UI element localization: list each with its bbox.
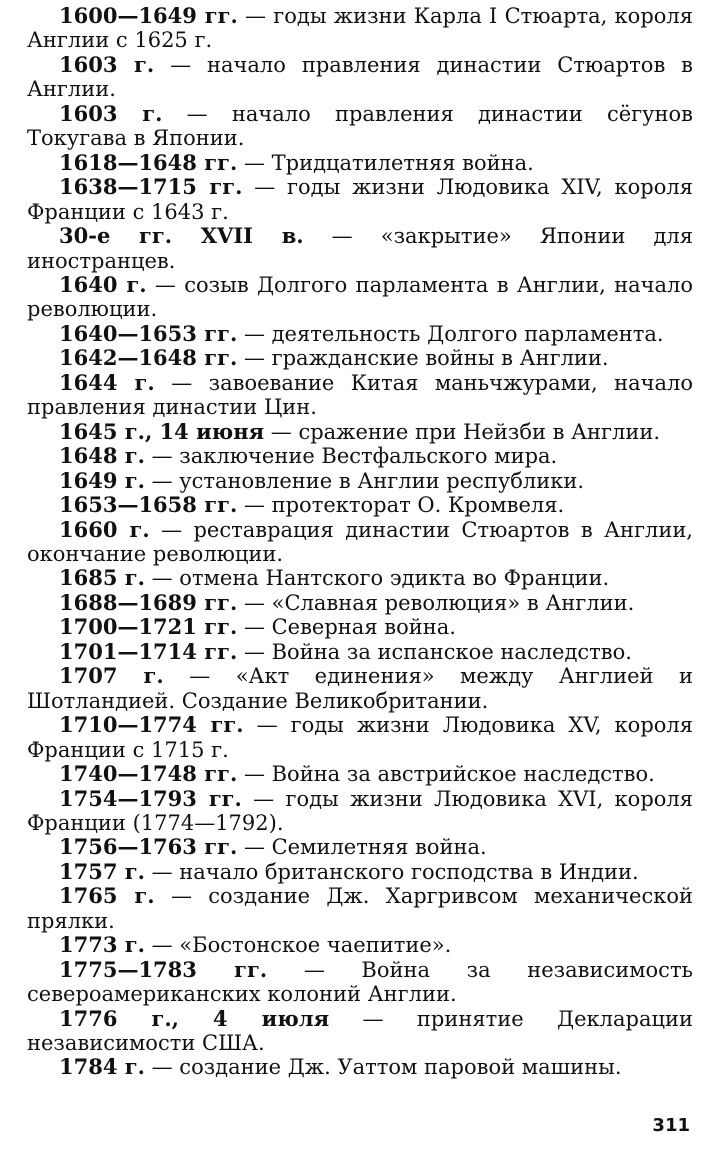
- entry-date: 1784 г.: [59, 1054, 145, 1080]
- entry-date: 1653—1658 гг.: [59, 492, 238, 518]
- entry-date: 1660 г.: [59, 516, 150, 542]
- entry-text: — создание Дж. Харгривсом механической прялки.: [27, 884, 693, 933]
- entry-date: 1600—1649 гг.: [59, 3, 238, 28]
- entry-date: 1618—1648 гг.: [59, 149, 238, 175]
- entry-1645: [27, 420, 693, 444]
- entry-date: 1775—1783 гг.: [59, 956, 268, 982]
- entry-text: — созыв Долгого парламента в Англии, начало революции.: [27, 272, 693, 322]
- entry-text: — Северная война.: [237, 615, 456, 640]
- entry-text: — завоевание Китая маньчжурами, начало правления династии Цин.: [27, 370, 693, 420]
- entry-1773: [27, 933, 693, 957]
- entry-1775: [27, 958, 693, 1007]
- entry-text: — сражение при Нейзби в Англии.: [264, 419, 661, 444]
- entry-1642: [27, 346, 693, 370]
- entry-1603-tokugawa: [27, 102, 693, 151]
- entry-text: — деятельность Долгого парламента.: [237, 321, 664, 346]
- entry-text: — годы жизни Людовика XV, короля Франции с 1715 г.: [27, 713, 693, 762]
- entry-date: 1740—1748 гг.: [59, 761, 238, 787]
- chronology-list: [27, 4, 693, 1080]
- entry-1700: [27, 615, 693, 639]
- entry-1618: [27, 151, 693, 175]
- entry-1776: [27, 1007, 693, 1056]
- entry-1630s: [27, 224, 693, 273]
- entry-text: — Война за независимость североамериканских колоний Англии.: [27, 957, 693, 1007]
- entry-1765: [27, 884, 693, 933]
- entry-1710: [27, 713, 693, 762]
- entry-1644: [27, 371, 693, 420]
- entry-date: 1642—1648 гг.: [59, 345, 238, 371]
- entry-1754: [27, 787, 693, 836]
- entry-text: — «Бостонское чаепитие».: [144, 933, 452, 958]
- entry-date: 1638—1715 гг.: [59, 174, 243, 200]
- entry-1688: [27, 591, 693, 615]
- entry-1648: [27, 444, 693, 468]
- entry-text: — установление в Англии республики.: [144, 468, 585, 493]
- entry-1740: [27, 762, 693, 786]
- entry-date: 1640 г.: [59, 271, 147, 297]
- entry-text: — Тридцатилетняя война.: [237, 150, 534, 175]
- entry-text: — Семилетняя война.: [237, 835, 487, 860]
- entry-text: — принятие Декларации независимости США.: [27, 1006, 693, 1056]
- entry-date: 1757 г.: [59, 858, 145, 884]
- entry-1640-1653: [27, 322, 693, 346]
- entry-date: 1776 г., 4 июля: [59, 1005, 330, 1031]
- entry-date: 1701—1714 гг.: [59, 638, 238, 664]
- page-number: 311: [652, 1115, 690, 1136]
- entry-1649: [27, 469, 693, 493]
- entry-text: — гражданские войны в Англии.: [237, 346, 609, 371]
- entry-1653: [27, 493, 693, 517]
- entry-1685: [27, 566, 693, 590]
- entry-text: — реставрация династии Стюартов в Англии, окончание революции.: [27, 517, 693, 566]
- entry-text: — заключение Вестфальского мира.: [144, 444, 558, 469]
- entry-text: — годы жизни Людовика XVI, короля Франции (1774—1792).: [27, 786, 693, 835]
- entry-date: 1700—1721 гг.: [59, 614, 238, 640]
- entry-date: 1644 г.: [59, 369, 155, 395]
- entry-text: — годы жизни Карла I Стюарта, короля Англии с 1625 г.: [27, 4, 693, 53]
- entry-1600: [27, 4, 693, 53]
- entry-date: 1685 г.: [59, 565, 145, 591]
- entry-text: — «Акт единения» между Англией и Шотландией. Создание Великобритании.: [27, 664, 693, 713]
- entry-date: 1640—1653 гг.: [59, 320, 238, 346]
- entry-text: — отмена Нантского эдикта во Франции.: [144, 566, 610, 591]
- entry-text: — начало правления династии сёгунов Токугава в Японии.: [27, 101, 693, 151]
- entry-date: 1688—1689 гг.: [59, 589, 238, 615]
- entry-date: 1603 г.: [59, 51, 155, 77]
- entry-date: 1710—1774 гг.: [59, 712, 244, 738]
- entry-1757: [27, 860, 693, 884]
- entry-1638: [27, 175, 693, 224]
- entry-1640: [27, 273, 693, 322]
- entry-1756: [27, 835, 693, 859]
- entry-text: — начало британского господства в Индии.: [144, 859, 639, 884]
- entry-text: — создание Дж. Уаттом паровой машины.: [144, 1055, 622, 1080]
- entry-text: — «закрытие» Японии для иностранцев.: [27, 224, 693, 273]
- entry-date: 1756—1763 гг.: [59, 834, 238, 860]
- entry-1603-stuarts: [27, 53, 693, 102]
- entry-text: — годы жизни Людовика XIV, короля Франции с 1643 г.: [27, 175, 693, 224]
- entry-date: 1754—1793 гг.: [59, 785, 242, 811]
- entry-text: — протекторат О. Кромвеля.: [237, 493, 565, 518]
- entry-date: 1649 г.: [59, 467, 145, 493]
- entry-date: 1773 г.: [59, 932, 145, 958]
- entry-1701: [27, 640, 693, 664]
- entry-1707: [27, 664, 693, 713]
- entry-1784: [27, 1055, 693, 1079]
- entry-date: 1765 г.: [59, 883, 155, 909]
- entry-1660: [27, 518, 693, 567]
- entry-date: 1707 г.: [59, 663, 164, 689]
- entry-date: 1603 г.: [59, 100, 163, 126]
- entry-date: 1645 г., 14 июня: [59, 418, 265, 444]
- entry-text: — начало правления династии Стюартов в Англии.: [27, 52, 693, 102]
- entry-date: 30-е гг. XVII в.: [59, 223, 304, 249]
- entry-date: 1648 г.: [59, 443, 145, 469]
- entry-text: — Война за австрийское наследство.: [237, 762, 655, 787]
- entry-text: — «Славная революция» в Англии.: [237, 590, 635, 615]
- entry-text: — Война за испанское наследство.: [237, 639, 632, 664]
